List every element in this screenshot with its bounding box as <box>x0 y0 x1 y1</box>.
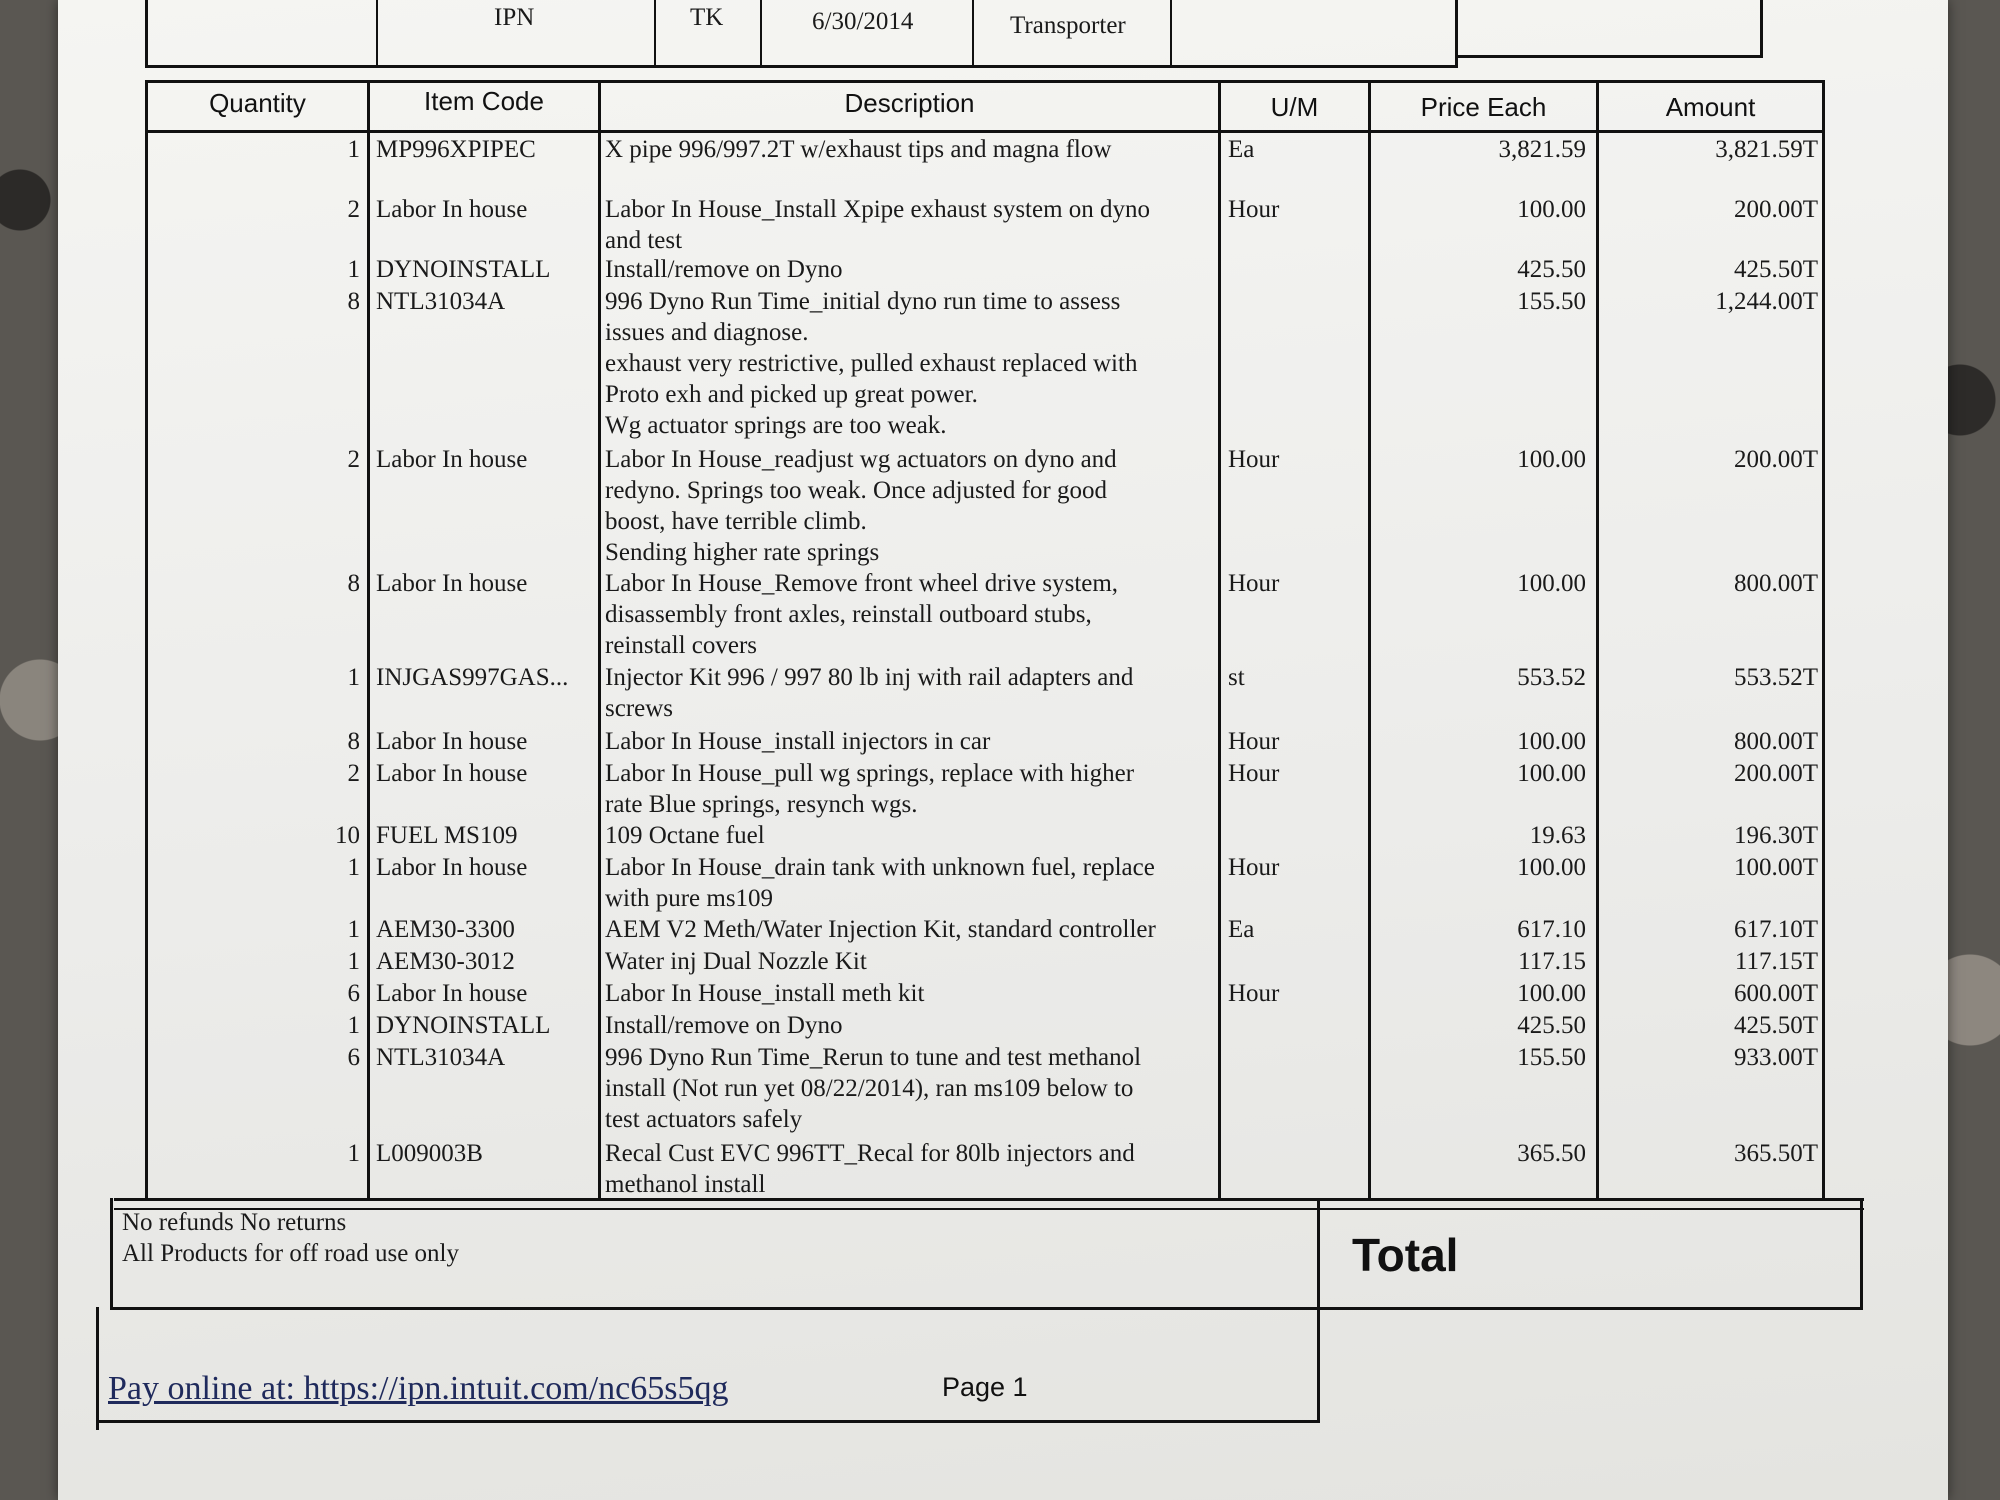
payment-box-border <box>96 1307 99 1430</box>
description-line: X pipe 996/997.2T w/exhaust tips and magna flow <box>605 136 1112 163</box>
um-cell: st <box>1228 664 1245 691</box>
description-line: Labor In House_Install Xpipe exhaust system on dyno <box>605 196 1151 223</box>
quantity-cell: 2 <box>347 196 360 223</box>
item-code-cell: DYNOINSTALL <box>376 256 551 283</box>
description-line: Wg actuator springs are too weak. <box>605 412 947 439</box>
top-strip-border <box>1458 55 1763 58</box>
item-code-cell: AEM30-3012 <box>376 948 515 975</box>
item-code-cell: MP996XPIPEC <box>376 136 536 163</box>
amount-cell: 100.00T <box>1733 854 1818 881</box>
price-each-cell: 425.50 <box>1517 1012 1586 1039</box>
description-line: screws <box>605 695 674 722</box>
policy-off-road: All Products for off road use only <box>122 1240 459 1267</box>
footer-top-border <box>114 1198 1864 1201</box>
footer-left-border <box>110 1198 113 1310</box>
description-line: Labor In House_drain tank with unknown fuel, replace <box>605 854 1155 881</box>
column-divider <box>1596 80 1599 1200</box>
amount-cell: 200.00T <box>1733 760 1818 787</box>
quantity-cell: 8 <box>347 288 360 315</box>
column-header-quantity: Quantity <box>209 88 306 118</box>
description-line: 109 Octane fuel <box>605 822 765 849</box>
description-line: Labor In House_readjust wg actuators on dyno and <box>605 446 1117 473</box>
column-header-item-code: Item Code <box>424 86 544 116</box>
description-line: Labor In House_install meth kit <box>605 980 925 1007</box>
amount-cell: 800.00T <box>1733 728 1818 755</box>
item-code-cell: NTL31034A <box>376 1044 506 1071</box>
price-each-cell: 425.50 <box>1517 256 1586 283</box>
quantity-cell: 1 <box>347 948 360 975</box>
item-code-cell: INJGAS997GAS... <box>376 664 569 691</box>
amount-cell: 1,244.00T <box>1715 288 1818 315</box>
description-line: Recal Cust EVC 996TT_Recal for 80lb injectors and <box>605 1140 1135 1167</box>
column-header-amount: Amount <box>1665 92 1756 122</box>
price-each-cell: 3,821.59 <box>1498 136 1586 163</box>
price-each-cell: 100.00 <box>1517 570 1586 597</box>
amount-cell: 200.00T <box>1733 196 1818 223</box>
footer-divider <box>1317 1198 1320 1423</box>
quantity-cell: 10 <box>335 822 360 849</box>
item-code-cell: DYNOINSTALL <box>376 1012 551 1039</box>
quantity-cell: 1 <box>347 664 360 691</box>
payment-box-border <box>96 1420 1320 1423</box>
column-divider <box>598 80 601 1200</box>
price-each-cell: 553.52 <box>1517 664 1586 691</box>
description-line: reinstall covers <box>605 632 758 659</box>
price-each-cell: 100.00 <box>1517 980 1586 1007</box>
price-each-cell: 617.10 <box>1517 916 1586 943</box>
price-each-cell: 100.00 <box>1517 728 1586 755</box>
item-code-cell: Labor In house <box>376 196 528 223</box>
pay-online-link[interactable]: Pay online at: https://ipn.intuit.com/nc65s5qg <box>108 1370 729 1407</box>
item-code-cell: Labor In house <box>376 446 528 473</box>
description-line: 996 Dyno Run Time_initial dyno run time to assess <box>605 288 1121 315</box>
amount-cell: 3,821.59T <box>1715 136 1818 163</box>
column-divider <box>1368 80 1371 1200</box>
table-header-rule <box>145 130 1825 133</box>
amount-cell: 196.30T <box>1733 822 1818 849</box>
description-line: redyno. Springs too weak. Once adjusted for good <box>605 477 1107 504</box>
description-line: and test <box>605 227 683 254</box>
um-cell: Hour <box>1228 728 1280 755</box>
quantity-cell: 6 <box>347 1044 360 1071</box>
item-code-cell: AEM30-3300 <box>376 916 515 943</box>
quantity-cell: 8 <box>347 570 360 597</box>
description-line: exhaust very restrictive, pulled exhaust replaced with <box>605 350 1138 377</box>
total-label: Total <box>1352 1229 1459 1281</box>
item-code-cell: L009003B <box>376 1140 483 1167</box>
um-cell: Hour <box>1228 854 1280 881</box>
price-each-cell: 100.00 <box>1517 196 1586 223</box>
um-cell: Hour <box>1228 980 1280 1007</box>
description-line: Injector Kit 996 / 997 80 lb inj with rail adapters and <box>605 664 1134 691</box>
description-line: Install/remove on Dyno <box>605 256 843 283</box>
footer-right-border <box>1860 1198 1863 1310</box>
column-header-description: Description <box>844 88 975 118</box>
um-cell: Hour <box>1228 570 1280 597</box>
quantity-cell: 1 <box>347 136 360 163</box>
price-each-cell: 117.15 <box>1518 948 1586 975</box>
top-strip-border <box>145 65 1457 68</box>
quantity-cell: 1 <box>347 1012 360 1039</box>
um-cell: Hour <box>1228 446 1280 473</box>
description-line: Labor In House_Remove front wheel drive system, <box>605 570 1119 597</box>
description-line: boost, have terrible climb. <box>605 508 867 535</box>
description-line: install (Not run yet 08/22/2014), ran ms109 below to <box>605 1075 1134 1102</box>
column-header-price-each: Price Each <box>1420 92 1547 122</box>
price-each-cell: 365.50 <box>1517 1140 1586 1167</box>
item-code-cell: Labor In house <box>376 854 528 881</box>
description-line: issues and diagnose. <box>605 319 809 346</box>
amount-cell: 425.50T <box>1733 1012 1818 1039</box>
description-line: rate Blue springs, resynch wgs. <box>605 791 918 818</box>
quantity-cell: 1 <box>347 1140 360 1167</box>
quantity-cell: 6 <box>347 980 360 1007</box>
ship-via-value: Transporter <box>1010 12 1126 39</box>
item-code-cell: Labor In house <box>376 570 528 597</box>
table-right-border <box>1822 80 1825 1200</box>
amount-cell: 200.00T <box>1733 446 1818 473</box>
column-divider <box>367 80 370 1200</box>
amount-cell: 800.00T <box>1733 570 1818 597</box>
amount-cell: 117.15T <box>1734 948 1818 975</box>
description-line: disassembly front axles, reinstall outboard stubs, <box>605 601 1092 628</box>
description-line: Water inj Dual Nozzle Kit <box>605 948 867 975</box>
top-strip-divider <box>654 0 656 66</box>
um-cell: Hour <box>1228 760 1280 787</box>
quantity-cell: 1 <box>347 916 360 943</box>
description-line: test actuators safely <box>605 1106 803 1133</box>
description-line: methanol install <box>605 1171 766 1198</box>
top-strip-divider <box>1170 0 1172 66</box>
quantity-cell: 1 <box>347 256 360 283</box>
item-code-cell: NTL31034A <box>376 288 506 315</box>
price-each-cell: 155.50 <box>1517 1044 1586 1071</box>
item-code-cell: FUEL MS109 <box>376 822 518 849</box>
description-line: Sending higher rate springs <box>605 539 880 566</box>
price-each-cell: 100.00 <box>1517 446 1586 473</box>
top-strip-divider <box>972 0 974 66</box>
quantity-cell: 2 <box>347 446 360 473</box>
column-header-um: U/M <box>1270 92 1319 122</box>
description-line: Labor In House_pull wg springs, replace with higher <box>605 760 1135 787</box>
top-strip-divider <box>760 0 762 66</box>
top-strip-divider <box>376 0 378 66</box>
top-strip-border <box>145 0 148 68</box>
table-top-border <box>145 80 1825 83</box>
amount-cell: 425.50T <box>1733 256 1818 283</box>
description-line: Install/remove on Dyno <box>605 1012 843 1039</box>
footer-bottom-border <box>110 1307 1862 1310</box>
footer-top-border <box>114 1208 1864 1210</box>
quantity-cell: 1 <box>347 854 360 881</box>
price-each-cell: 19.63 <box>1529 822 1586 849</box>
description-line: Proto exh and picked up great power. <box>605 381 978 408</box>
table-left-border <box>145 80 148 1200</box>
quantity-cell: 2 <box>347 760 360 787</box>
um-cell: Hour <box>1228 196 1280 223</box>
price-each-cell: 155.50 <box>1517 288 1586 315</box>
um-cell: Ea <box>1228 136 1255 163</box>
description-line: with pure ms109 <box>605 885 774 912</box>
initials-value: TK <box>690 4 724 31</box>
date-value: 6/30/2014 <box>812 8 914 35</box>
rep-value: IPN <box>494 4 535 31</box>
quantity-cell: 8 <box>347 728 360 755</box>
policy-no-refunds: No refunds No returns <box>122 1209 347 1236</box>
page-number: Page 1 <box>942 1372 1028 1402</box>
top-strip-border <box>1760 0 1763 58</box>
column-divider <box>1218 80 1221 1200</box>
item-code-cell: Labor In house <box>376 760 528 787</box>
price-each-cell: 100.00 <box>1517 854 1586 881</box>
amount-cell: 553.52T <box>1733 664 1818 691</box>
description-line: Labor In House_install injectors in car <box>605 728 991 755</box>
description-line: 996 Dyno Run Time_Rerun to tune and test methanol <box>605 1044 1142 1071</box>
item-code-cell: Labor In house <box>376 728 528 755</box>
description-line: AEM V2 Meth/Water Injection Kit, standard controller <box>605 916 1156 943</box>
price-each-cell: 100.00 <box>1517 760 1586 787</box>
amount-cell: 600.00T <box>1733 980 1818 1007</box>
amount-cell: 933.00T <box>1733 1044 1818 1071</box>
um-cell: Ea <box>1228 916 1255 943</box>
item-code-cell: Labor In house <box>376 980 528 1007</box>
amount-cell: 365.50T <box>1733 1140 1818 1167</box>
amount-cell: 617.10T <box>1733 916 1818 943</box>
